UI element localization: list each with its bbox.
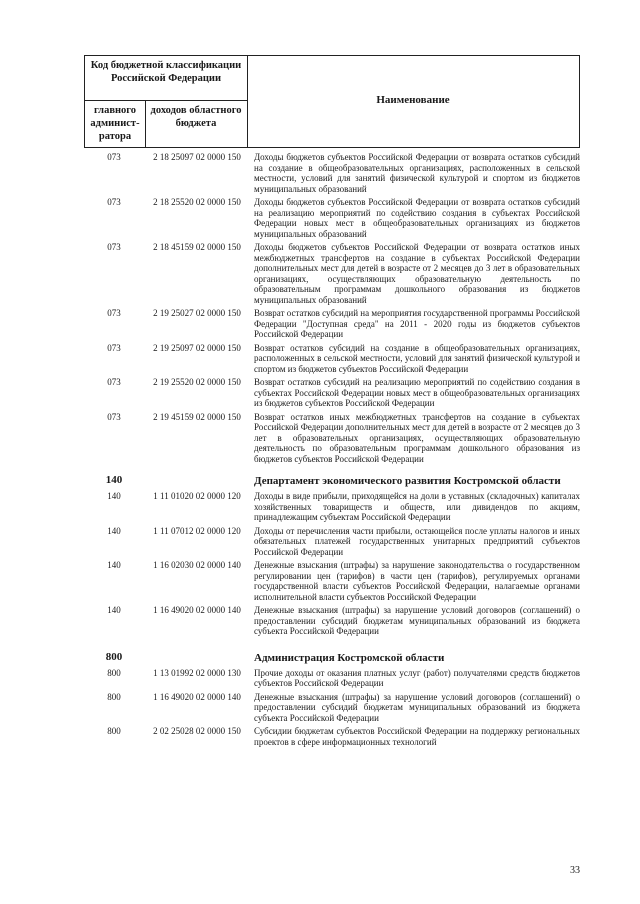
row-admin-code: 140 (107, 605, 121, 615)
table-body (84, 149, 580, 747)
header-code-group: Код бюджетной классификации Российской Федерации (90, 60, 242, 84)
row-name: Денежные взыскания (штрафы) за нарушение условий договоров (соглашений) о предоставлении субсидий бюджетам муниципальных образований из бюджета субъекта Российской Федерации (254, 691, 580, 723)
row-name: Прочие доходы от оказания платных услуг (работ) получателями средств бюджетов субъектов Российской Федерации (254, 667, 580, 688)
table-row (84, 526, 580, 558)
row-admin-code: 140 (107, 525, 121, 536)
page-number: 33 (570, 865, 580, 876)
table-row (84, 412, 580, 465)
row-admin-code: 073 (107, 152, 121, 162)
row-admin-code: 140 (105, 474, 123, 486)
table-row (84, 197, 580, 239)
row-income-code: 1 13 01992 02 0000 130 (153, 667, 241, 678)
row-name: Доходы бюджетов субъектов Российской Федерации от возврата остатков субсидий на реализацию мероприятий по содействию создания в субъектах Российской Федерации новых мест в общеобразовательных организациях из бюджетов муниципальных образований (254, 197, 580, 239)
table-row (84, 343, 580, 375)
row-income-code: 1 16 49020 02 0000 140 (153, 605, 241, 615)
table-header (84, 55, 580, 148)
header-income-column: доходов областного бюджета (150, 105, 242, 129)
header-divider (85, 100, 247, 101)
row-admin-code: 800 (107, 726, 121, 736)
row-income-code: 1 11 01020 02 0000 120 (153, 491, 241, 501)
row-admin-code: 073 (107, 308, 121, 318)
section-row (84, 651, 580, 665)
row-admin-code: 073 (107, 342, 121, 353)
row-admin-code: 800 (107, 691, 121, 702)
table-row (84, 560, 580, 602)
table-row (84, 308, 580, 340)
row-name: Возврат остатков субсидий на реализацию мероприятий по содействию создания в субъектах Российской Федерации новых мест в общеобразовательных организациях из бюджетов субъектов Российской Федерации (254, 377, 580, 408)
table-row (84, 152, 580, 194)
row-admin-code: 140 (107, 491, 121, 501)
row-income-code: 2 19 45159 02 0000 150 (153, 411, 241, 422)
row-admin-code: 140 (107, 560, 121, 570)
row-income-code: 2 19 25097 02 0000 150 (153, 342, 241, 353)
row-income-code: 2 18 45159 02 0000 150 (153, 242, 241, 252)
table-row (84, 491, 580, 523)
row-name: Доходы бюджетов субъектов Российской Федерации от возврата остатков субсидий на создание в общеобразовательных организациях, расположенных в сельской местности, условий для занятий физической культурой и спортом из бюджетов муниципальных образований (254, 152, 580, 194)
row-name: Денежные взыскания (штрафы) за нарушение законодательства о государственном регулировании цен (тарифов) в части цен (тарифов), регулируемых органами государственной власти субъектов Российской Федерации, налагаемые органами исполнительной власти субъектов Российской Федерации (254, 560, 580, 602)
row-income-code: 1 16 49020 02 0000 140 (153, 691, 241, 702)
row-income-code: 2 18 25520 02 0000 150 (153, 197, 241, 207)
row-admin-code: 073 (107, 377, 121, 387)
header-name-column: Наименование (376, 94, 450, 106)
row-name: Возврат остатков субсидий на мероприятия государственной программы Российской Федерации "Доступная среда" на 2011 - 2020 годы из бюджетов субъектов Российской Федерации (254, 308, 580, 339)
table-row (84, 726, 580, 747)
row-admin-code: 800 (105, 650, 123, 663)
row-name: Департамент экономического развития Костромской области (254, 475, 561, 487)
header-admin-column: главного админист-ратора (90, 105, 140, 142)
row-income-code: 2 19 25027 02 0000 150 (153, 308, 241, 318)
row-name: Субсидии бюджетам субъектов Российской Федерации на поддержку региональных проектов в сфере информационных технологий (254, 726, 580, 747)
table-row (84, 692, 580, 724)
row-admin-code: 800 (107, 667, 121, 678)
row-income-code: 2 02 25028 02 0000 150 (153, 726, 241, 736)
row-name: Возврат остатков иных межбюджетных трансфертов на создание в субъектах Российской Федерации дополнительных мест для детей в возрасте от 2 месяцев до 3 лет в образовательных организациях, осуществляющих образовательную деятельность по образовательным программам дошкольного образования из бюджетов субъектов Российской Федерации (254, 411, 580, 464)
table-row (84, 242, 580, 305)
table-row (84, 377, 580, 409)
row-name: Доходы от перечисления части прибыли, остающейся после уплаты налогов и иных обязательных платежей государственных унитарных предприятий субъектов Российской Федерации (254, 525, 580, 557)
row-name: Возврат остатков субсидий на создание в общеобразовательных организациях, расположенных в сельской местности, условий для занятий физической культурой и спортом из бюджетов субъектов Российской Федерации (254, 342, 580, 374)
table-row (84, 605, 580, 637)
row-admin-code: 073 (107, 197, 121, 207)
row-name: Денежные взыскания (штрафы) за нарушение условий договоров (соглашений) о предоставлении субсидий бюджетам муниципальных образований из бюджета субъекта Российской Федерации (254, 605, 580, 636)
row-income-code: 1 16 02030 02 0000 140 (153, 560, 241, 570)
row-income-code: 1 11 07012 02 0000 120 (153, 525, 241, 536)
row-income-code: 2 18 25097 02 0000 150 (153, 152, 241, 162)
row-admin-code: 073 (107, 242, 121, 252)
row-admin-code: 073 (107, 411, 121, 422)
section-row (84, 474, 580, 488)
row-name: Доходы бюджетов субъектов Российской Федерации от возврата остатков иных межбюджетных трансфертов на создание в субъектах Российской Федерации дополнительных мест для детей в возрасте от 2 месяцев до 3 лет в образовательных организациях, осуществляющих образовательную деятельность по образовательным программам дошкольного образования из бюджетов муниципальных образований (254, 242, 580, 305)
row-name: Доходы в виде прибыли, приходящейся на доли в уставных (складочных) капиталах хозяйственных товариществ и обществ, или дивидендов по акциям, принадлежащим субъектам Российской Федерации (254, 491, 580, 522)
row-income-code: 2 19 25520 02 0000 150 (153, 377, 241, 387)
row-name: Администрация Костромской области (254, 651, 445, 664)
table-row (84, 668, 580, 689)
